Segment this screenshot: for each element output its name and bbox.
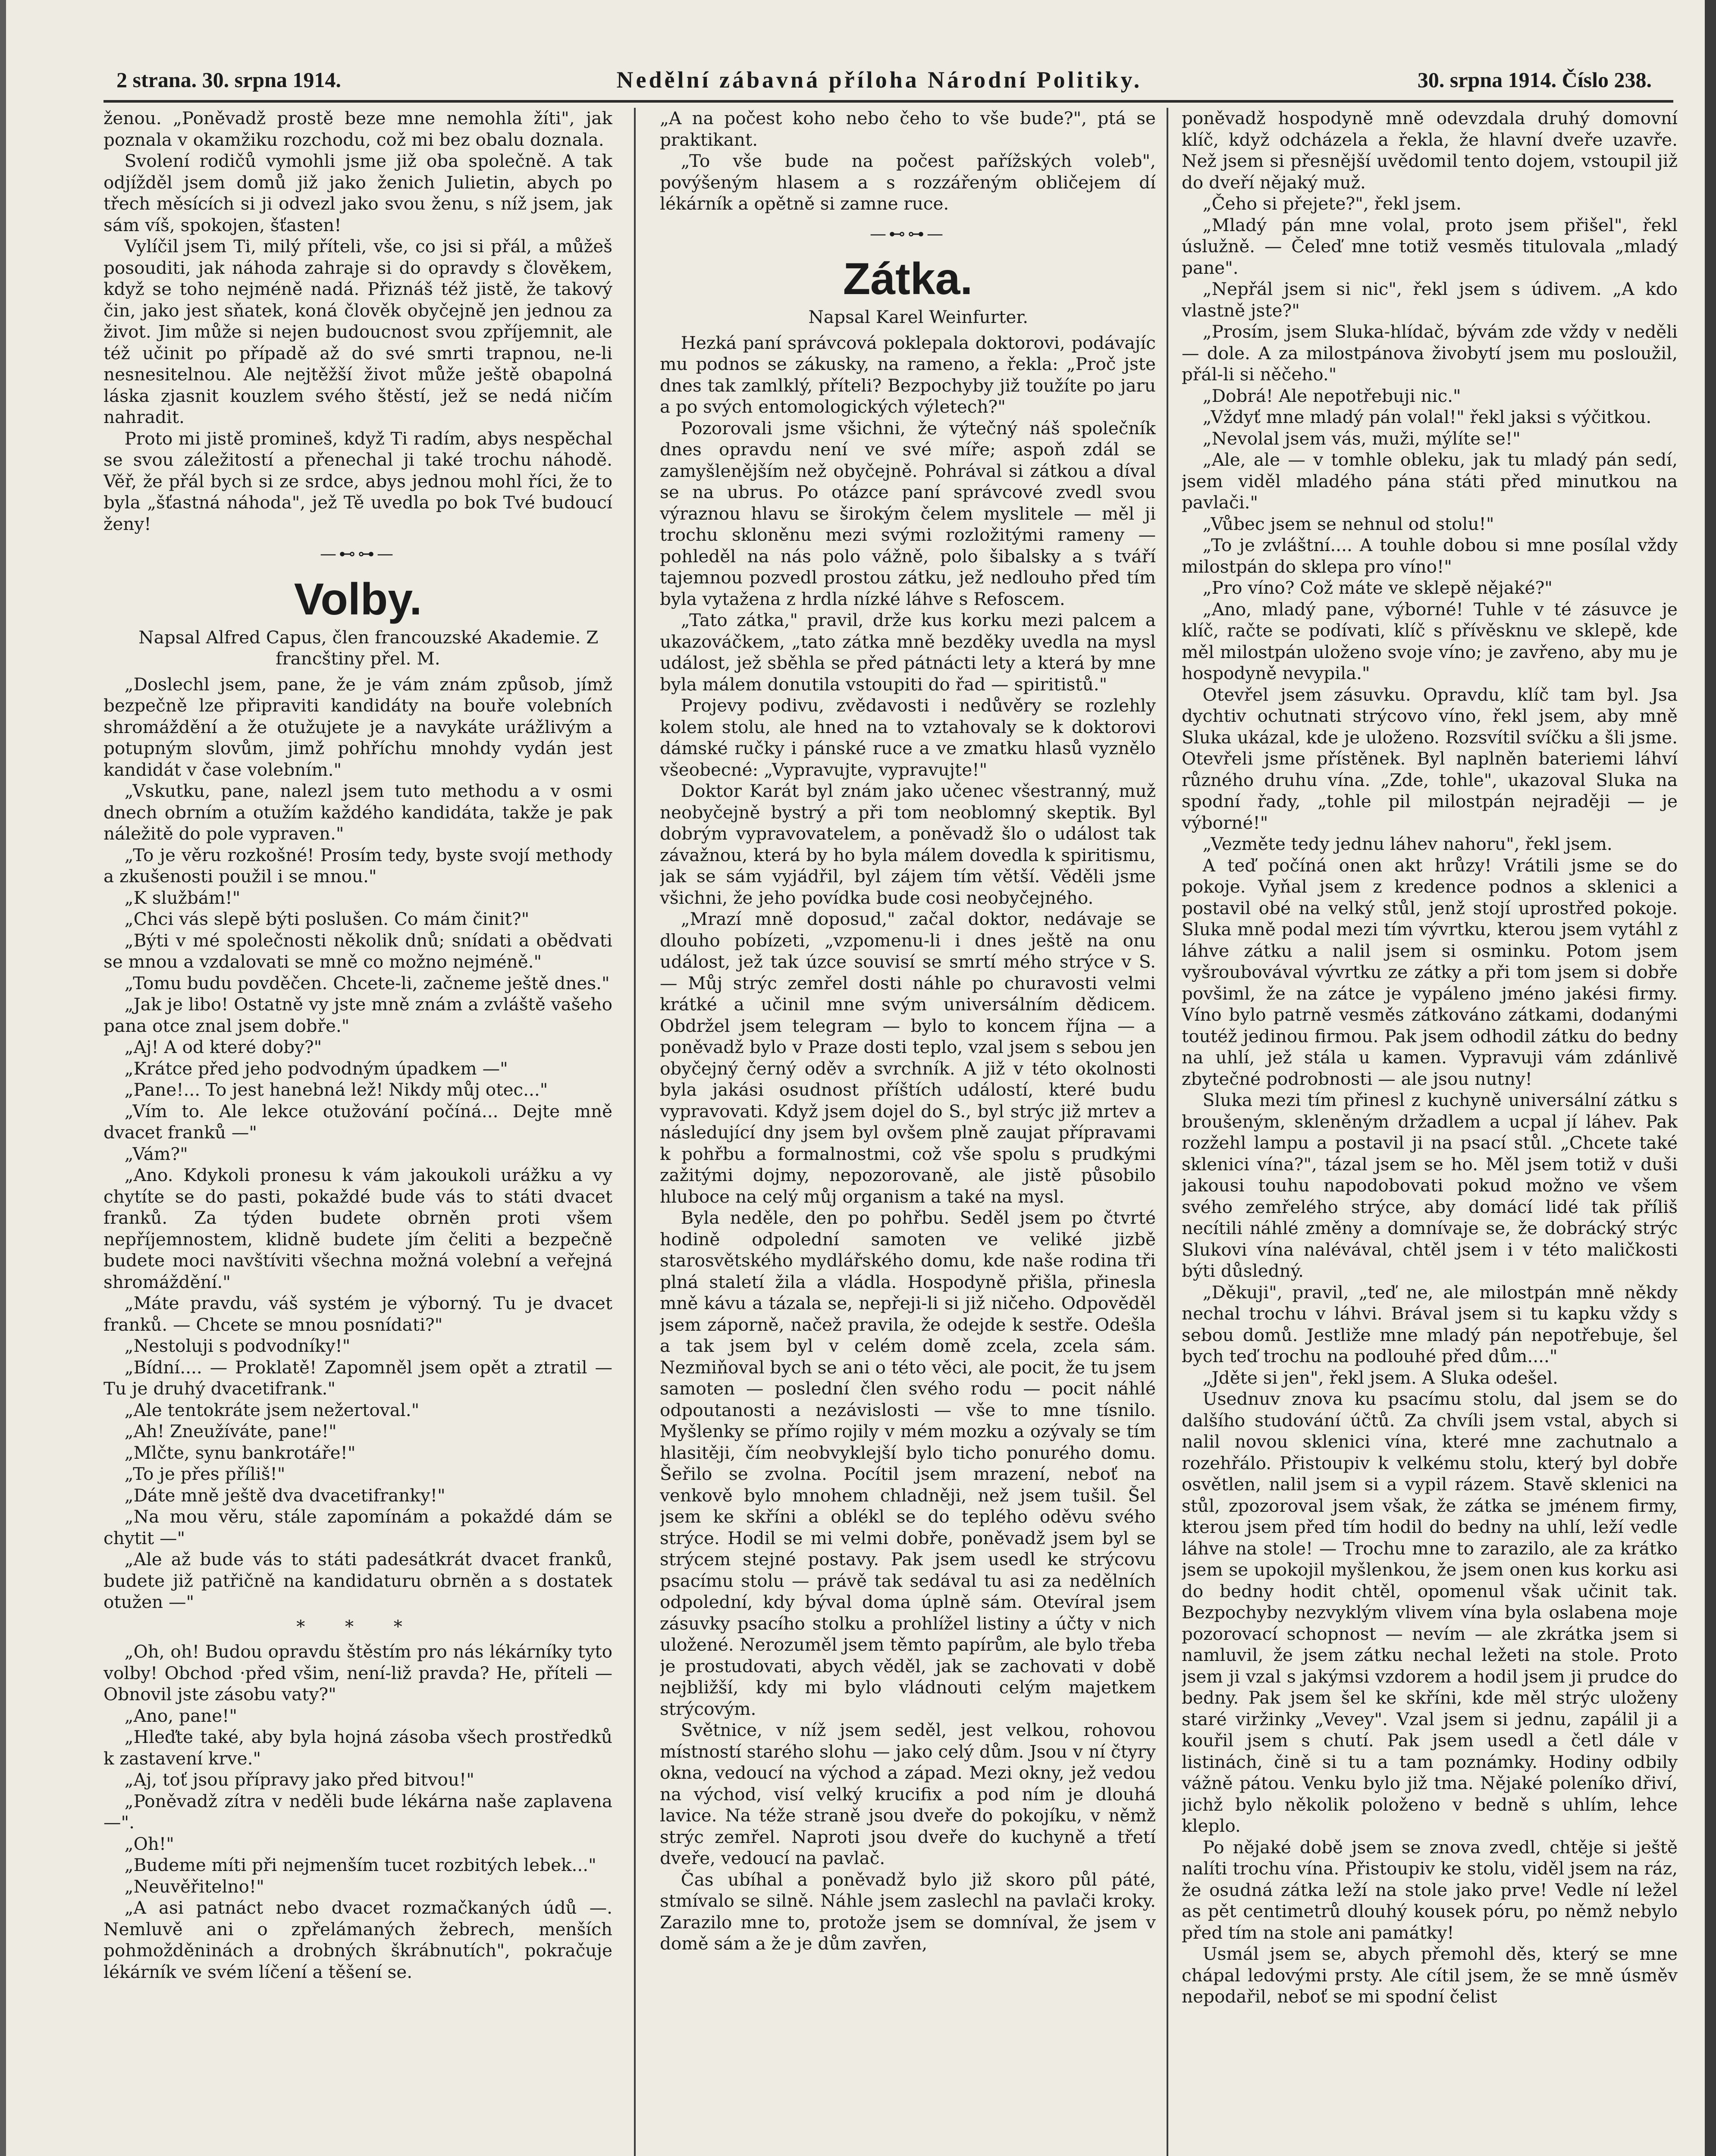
paragraph: „Děkuji", pravil, „teď ne, ale milostpán mně někdy nechal trochu v láhvi. Brával jsem si tu kapku vždy s sebou domů. Jestliže mne mladý pán nepotřebuje, šel bych teď trochu na podlouhé před dům....": [1182, 1282, 1678, 1366]
dialogue-line: „Tomu budu povděčen. Chcete-li, začneme ještě dnes.": [124, 972, 610, 993]
dialogue-line: „Ale tentokráte jsem nežertoval.": [124, 1399, 420, 1420]
paragraph: Projevy podivu, zvědavosti i nedůvěry se rozlehly kolem stolu, ale hned na to vztahovaly se k doktorovi dámské ručky i pánské ruce a ve zmatku hlasů vyznělo všeobecné: „Vypravujte, vypravujte!": [660, 695, 1156, 780]
header-title: Nedělní zábavná příloha Národní Politiky.: [616, 67, 1142, 93]
paragraph: Hezká paní správcová poklepala doktorovi, podávajíc mu podnos se zákusky, na rameno, a řekla: „Proč jste dnes tak zamlklý, příteli? Bezpochyby již toužíte po jaru a po svých entomologických výletech?": [660, 332, 1156, 417]
dialogue-line: „Ano. Kdykoli pronesu k vám jakoukoli urážku a vy chytíte se do pasti, pokaždé bude vás to státi dvacet franků. Za týden budete obrněn proti všem nepříjemnostem, klidně budete jím čeliti a bezpečně budete moci navštíviti všechna možná volební a veřejná shromáždění.": [104, 1165, 612, 1292]
header-date-right: 30. srpna 1914. Číslo 238.: [1417, 68, 1652, 92]
paragraph: Usednuv znova ku psacímu stolu, dal jsem se do dalšího studování účtů. Za chvíli jsem vstal, abych si nalil novou sklenici vína, které mne zachutnalo a rozehřálo. Přistoupiv k velkému stolu, který byl dobře osvětlen, nalil jsem si a vypil rázem. Stavě sklenici na stůl, zpozoroval jsem však, že zátka se jménem firmy, kterou jsem před tím hodil do bedny na uhlí, leží vedle láhve na stole! — Trochu mne to zarazilo, ale za krátko jsem se upokojil myšlenkou, že jsem onen kus korku asi do bedny hodit chtěl, opomenul však učinit tak. Bezpochyby nezvyklým vlivem vína byla oslabena moje pozorovací schopnost — nevím — ale zkrátka jsem si namluvil, že jsem zátku nechal ležeti na stole. Proto jsem ji vzal s jakýmsi vzdorem a hodil jsem ji prudce do bedny. Pak jsem šel ke skříni, kde měl strýc uloženy staré viržinky „Vevey". Vzal jsem si jednu, zapálil ji a kouřil jsem s chutí. Pak jsem usedl a četl dále v listinách, čině si tu a tam poznámky. Hodiny odbily vážně pátou. Venku bylo již tma. Nějaké poleníko dřiví, jichž bylo několik položeno v bedně s uhlím, lehce kleplo.: [1182, 1388, 1678, 1836]
paragraph: ženou. „Poněvadž prostě beze mne nemohla žíti", jak poznala v okamžiku rozchodu, což mi bez obalu doznala.: [104, 108, 612, 150]
dialogue-line: „Bídní.... — Proklatě! Zapomněl jsem opět a ztratil — Tu je druhý dvacetifrank.": [104, 1357, 612, 1399]
paragraph: Usmál jsem se, abych přemohl děs, který se mne chápal ledovými prsty. Ale cítil jsem, že se mně úsměv nepodařil, neboť se mi spodní čelist: [1182, 1943, 1678, 2007]
byline: Napsal Karel Weinfurter.: [808, 307, 1029, 327]
dialogue-line: „Vám?": [124, 1143, 188, 1164]
paragraph: Vylíčil jsem Ti, milý příteli, vše, co jsi si přál, a můžeš posouditi, jak náhoda zahraje si do opravdy s člověkem, když se toho nejméně nadá. Přiznáš též jistě, že takový čin, jako jest sňatek, koná člověk obyčejně jen jednou za život. Jim může si nejen budoucnost svou zpříjemnit, ale též učinit po případě až do své smrti trapnou, ne-li nesnesitelnou. Ale nejtěžší život může ještě obapolná láska zjasnit kouzlem svého štěstí, jež se nedá ničím nahradit.: [104, 236, 612, 427]
paragraph: Svolení rodičů vymohli jsme již oba společně. A tak odjížděl jsem domů již jako ženich Julietin, abych po třech měsících si ji odvezl jako svou ženu, s níž jsem, jak sám víš, spokojen, šťasten!: [104, 150, 612, 235]
column-3: [1182, 108, 1678, 2156]
dialogue-line: „Ano, pane!": [124, 1705, 238, 1726]
paragraph: Byla neděle, den po pohřbu. Seděl jsem po čtvrté hodině odpolední samoten ve veliké jizbě starosvětského mydlářského domu, kde naše rodina tři plná staletí žila a vládla. Hospodyně přišla, přinesla mně kávu a tázala se, nepřeji-li si již ničeho. Odpověděl jsem záporně, načež pravila, že odejde k sestře. Odešla a tak jsem byl v celém domě zcela, zcela sám. Nezmiňoval bych se ani o této věci, ale pocit, že tu jsem samoten — poslední člen svého rodu — pocit náhlé odpoutanosti a nezávislosti — vše to mne tísnilo. Myšlenky se přímo rojily v mém mozku a ozývaly se tím hlasitěji, čím neobvyklejší bylo ticho ponurého domu. Šeřilo se zvolna. Pocítil jsem mrazení, neboť na venkově bylo mnohem chladněji, než jsem tušil. Šel jsem ke skříni a oblékl se do teplého oděvu svého strýce. Hodil se mi velmi dobře, poněvadž jsem byl se strýcem stejné postavy. Pak jsem usedl ke strýcovu psacímu stolu — právě tak sedával tu asi za nedělních odpolední, kdy býval doma úplně sám. Otevíral jsem zásuvky psacího stolku a prohlížel listiny a účty v nich uložené. Nerozuměl jsem těmto papírům, ale bylo třeba je prostudovati, abych věděl, jak se zachovati v době nejbližší, kdy mi bylo vládnouti celým majetkem strýcovým.: [660, 1207, 1156, 1719]
paragraph: Doktor Karát byl znám jako učenec všestranný, muž neobyčejně bystrý a při tom neoblomný skeptik. Byl dobrým vypravovatelem, a poněvadž šlo o událost tak závažnou, která by ho byla málem dovedla k spiritismu, jak se sám vyjádřil, byl zájem tím větší. Věděli jsme všichni, že jeho povídka bude cosi neobyčejného.: [660, 780, 1156, 908]
dialogue-line: „Chci vás slepě býti poslušen. Co mám činit?": [124, 909, 530, 929]
paragraph: „To je zvláštní.... A touhle dobou si mne posílal vždy milostpán do sklepa pro víno!": [1182, 535, 1678, 577]
paragraph: Světnice, v níž jsem seděl, jest velkou, rohovou místností starého slohu — jako celý dům. Jsou v ní čtyry okna, vedoucí na východ a západ. Mezi okny, jež vedou na východ, visí velký krucifix a pod ním je dlouhá lavice. Na téže straně jsou dveře do pokojíku, v němž strýc zemřel. Naproti jsou dveře do kuchyně a třetí dveře, vedoucí na pavlač.: [660, 1720, 1156, 1868]
paragraph: „Mladý pán mne volal, proto jsem přišel", řekl úslužně. — Čeleď mne totiž vesměs titulovala „mladý pane".: [1182, 214, 1678, 278]
paragraph: „Čeho si přejete?", řekl jsem.: [1202, 193, 1462, 214]
paragraph: „Prosím, jsem Sluka-hlídač, bývám zde vždy v neděli — dole. A za milostpánova živobytí jsem mu posloužil, přál-li si něčeho.": [1182, 321, 1678, 385]
dialogue-line: „Mlčte, synu bankrotáře!": [124, 1442, 356, 1463]
paragraph: „Jděte si jen", řekl jsem. A Sluka odešel.: [1202, 1367, 1558, 1388]
paragraph: „Vždyť mne mladý pán volal!" řekl jaksi s výčitkou.: [1202, 407, 1652, 427]
paragraph: poněvadž hospodyně mně odevzdala druhý domovní klíč, když odcházela a řekla, že hlavní dveře uzavře. Než jsem si přesnější uvědomil tento dojem, vstoupil již do dveří nějaký muž.: [1182, 108, 1678, 193]
article-title-volby: Volby.: [294, 574, 422, 624]
paragraph: „Nevolal jsem vás, muži, mýlíte se!": [1202, 428, 1521, 449]
paragraph: „A na počest koho nebo čeho to vše bude?", ptá se praktikant.: [660, 108, 1156, 150]
paragraph: A teď počíná onen akt hrůzy! Vrátili jsme se do pokoje. Vyňal jsem z kredence podnos a sklenici a postavil obé na velký stůl, jenž stojí uprostřed pokoje. Sluka mně podal mezi tím vývrtku, kterou jsem vytáhl z láhve zátku a nalil jsem si osminku. Potom jsem vyšroubovával vývrtku ze zátky a při tom jsem si dobře povšiml, že na zátce je vypáleno jméno jakési firmy. Víno bylo patrně vesměs zátkováno zátkami, dodanými toutéž jedinou firmou. Pak jsem odhodil zátku do bedny na uhlí, jež stála u kamen. Vypravuji vám zdánlivě zbytečné podrobnosti — ale jsou nutny!: [1182, 855, 1678, 1089]
paragraph: Čas ubíhal a poněvadž bylo již skoro půl páté, stmívalo se silně. Náhle jsem zaslechl na pavlači kroky. Zarazilo mne to, protože jsem se domníval, že jsem v domě sám a že je dům zavřen,: [660, 1869, 1156, 1954]
header-date-left: 2 strana. 30. srpna 1914.: [116, 68, 341, 92]
column-1: [104, 108, 612, 2156]
dialogue-line: „Krátce před jeho podvodným úpadkem —": [124, 1058, 508, 1079]
paragraph: Pozorovali jsme všichni, že výtečný náš společník dnes opravdu není ve své míře; aspoň zdál se zamyšlenějším než obyčejně. Pohrával si zátkou a díval se na ubrus. Po otázce paní správcové zvedl svou výraznou hlavu se širokým čelem myslitele — měl ji trochu skloněnu mezi svými rozložitými rameny — pohleděl na nás polo vážně, polo šibalsky a s tváří tajemnou pozvedl prostou zátku, jež nedlouho před tím byla vytažena z hrdla nízké láhve s Refoscem.: [660, 417, 1156, 609]
paragraph: „To vše bude na počest pařížských voleb", povýšeným hlasem a s rozzářeným obličejem dí lékárník a opětně si zamne ruce.: [660, 150, 1156, 214]
dialogue-line: „A asi patnáct nebo dvacet rozmačkaných údů —. Nemluvě ani o zpřelámaných žebrech, menších pohmožděninách a drobných škrábnutích", pokračuje lékárník ve svém líčení a těšení se.: [104, 1897, 612, 1982]
column-rule: [1167, 108, 1168, 2156]
ornament-divider: —⊷⊶—: [870, 224, 946, 243]
paragraph: „Vůbec jsem se nehnul od stolu!": [1202, 513, 1494, 534]
dialogue-line: „Oh, oh! Budou opravdu štěstím pro nás lékárníky tyto volby! Obchod ·před všim, není-liž pravda? He, příteli — Obnovil jste zásobu vaty?": [104, 1641, 612, 1705]
paragraph: „Ano, mladý pane, výborné! Tuhle v té zásuvce je klíč, račte se podívati, klíč s přívěsknu ve sklepě, kde měl milostpán uloženo svoje víno; je zavřeno, aby mu je hospodyně nevypila.": [1182, 599, 1678, 683]
page-scan-edge-right: [1705, 0, 1716, 2156]
dialogue-line: „Nestoluji s podvodníky!": [124, 1335, 351, 1356]
column-2: [660, 108, 1156, 2156]
dialogue-line: „Aj, toť jsou přípravy jako před bitvou!": [124, 1769, 474, 1790]
section-stars: * * *: [296, 1617, 420, 1637]
paragraph: „Dobrá! Ale nepotřebuji nic.": [1202, 385, 1461, 406]
dialogue-line: „Jak je libo! Ostatně vy jste mně znám a zvláště vašeho pana otce znal jsem dobře.": [104, 994, 612, 1036]
dialogue-line: „Na mou věru, stále zapomínám a pokaždé dám se chytit —": [104, 1506, 612, 1548]
dialogue-line: „Budeme míti při nejmenším tucet rozbitých lebek...": [124, 1855, 596, 1875]
dialogue-line: „Vskutku, pane, nalezl jsem tuto methodu a v osmi dnech obrním a otužím každého kandidáta, takže je pak náležitě do pole vypraven.": [104, 780, 612, 844]
dialogue-line: „Dáte mně ještě dva dvacetifranky!": [124, 1485, 445, 1506]
page-scan-edge-left: [0, 0, 6, 2156]
dialogue-line: „Pane!... To jest hanebná lež! Nikdy můj otec...": [124, 1079, 548, 1100]
dialogue-line: „Aj! A od které doby?": [124, 1037, 322, 1057]
dialogue-line: „Poněvadž zítra v neděli bude lékárna naše zaplavena —".: [104, 1790, 612, 1833]
paragraph: „Pro víno? Což máte ve sklepě nějaké?": [1202, 577, 1553, 598]
paragraph: „Vezměte tedy jednu láhev nahoru", řekl jsem.: [1202, 834, 1612, 854]
dialogue-line: „Býti v mé společnosti několik dnů; snídati a obědvati se mnou a vzdalovati se mně co možno nejméně.": [104, 930, 612, 972]
paragraph: Otevřel jsem zásuvku. Opravdu, klíč tam byl. Jsa dychtiv ochutnati strýcovo víno, řekl jsem, aby mně Sluka ukázal, kde je uloženo. Rozsvítil svíčku a šli jsme. Otevřeli jsme přístěnek. Byl naplněn bateriemi láhví různého druhu vína. „Zde, tohle", ukazoval Sluka na spodní řady, „tohle pil milostpán nejraději — je výborné!": [1182, 684, 1678, 833]
dialogue-line: „Ah! Zneužíváte, pane!": [124, 1421, 337, 1442]
paragraph: „Mrazí mně doposud," začal doktor, nedávaje se dlouho pobízeti, „vzpomenu-li i dnes ještě na onu událost, jež tak úzce souvisí se smrtí mého strýce v S. — Můj strýc zemřel dosti náhle po churavosti velmi krátké a učinil mne svým universálním dědicem. Obdržel jsem telegram — bylo to koncem října — a poněvadž bylo v Praze dosti teplo, vzal jsem s sebou jen obyčejný černý oděv a svrchník. A již v této okolnosti byla jakási osudnost příštích událostí, které budu vypravovati. Když jsem dojel do S., byl strýc již mrtev a následující dny jsem byl ovšem plně zaujat přípravami k pohřbu a formalnostmi, což vše spolu s prudkými zažitými dojmy, nepozorovaně, ale jistě působilo hluboce na celý můj organism a také na mysl.: [660, 909, 1156, 1207]
dialogue-line: „Ale až bude vás to státi padesátkrát dvacet franků, budete již patřičně na kandidaturu obrněn a s dostatek otužen —": [104, 1549, 612, 1612]
header-rule: [104, 100, 1673, 103]
dialogue-line: „K službám!": [124, 887, 241, 908]
paragraph: „Tato zátka," pravil, drže kus korku mezi palcem a ukazováčkem, „tato zátka mně bezděky uvedla na mysl událost, jež sběhla se před pátnácti lety a která by mne byla málem donutila vstoupiti do řad — spiritistů.": [660, 610, 1156, 695]
dialogue-line: „Hleďte také, aby byla hojná zásoba všech prostředků k zastavení krve.": [104, 1727, 612, 1769]
byline: Napsal Alfred Capus, člen francouzské Akademie. Z francštiny přel. M.: [138, 627, 599, 669]
dialogue-line: „To je přes příliš!": [124, 1463, 285, 1484]
dialogue-line: „Vím to. Ale lekce otužování počíná... Dejte mně dvacet franků —": [104, 1100, 612, 1143]
dialogue-line: „Oh!": [124, 1833, 174, 1854]
article-title-zatka: Zátka.: [843, 254, 973, 304]
dialogue-line: „Máte pravdu, váš systém je výborný. Tu je dvacet franků. — Chcete se mnou posnídati?": [104, 1293, 612, 1335]
paragraph: „Nepřál jsem si nic", řekl jsem s údivem. „A kdo vlastně jste?": [1182, 279, 1678, 321]
dialogue-line: „To je věru rozkošné! Prosím tedy, byste svojí methody a zkušenosti použil i se mnou.": [104, 844, 612, 887]
paragraph: Po nějaké době jsem se znova zvedl, chtěje si ještě nalíti trochu vína. Přistoupiv ke stolu, viděl jsem na ráz, že osudná zátka leží na stole jako prve! Vedle ní ležel as pět centimetrů dlouhý kousek póru, po němž nebylo před tím na stole ani památky!: [1182, 1836, 1678, 1943]
column-rule: [634, 108, 636, 2156]
paragraph: Proto mi jistě promineš, když Ti radím, abys nespěchal se svou záležitostí a přenechal ji také trochu náhodě. Věř, že přál bych si ze srdce, abys jednou mohl říci, že to byla „šťastná náhoda", jež Tě uvedla po bok Tvé budoucí ženy!: [104, 428, 612, 534]
paragraph: Sluka mezi tím přinesl z kuchyně universální zátku s broušeným, skleněným držadlem a ucpal jí láhev. Pak rozžehl lampu a postavil ji na psací stůl. „Chcete také sklenici vína?", tázal jsem se ho. Měl jsem totiž v duši jakousi touhu napodobovati pokud možno ve všem svého zemřelého strýce, aby domácí lidé tak příliš necítili náhlé změny a domnívaje se, že dobrácký strýc Slukovi vína nalévával, chtěl jsem i v této maličkosti býti důsledný.: [1182, 1090, 1678, 1281]
ornament-divider: —⊷⊶—: [320, 544, 396, 563]
page-header: [116, 60, 1652, 99]
dialogue-line: „Doslechl jsem, pane, že je vám znám způsob, jímž bezpečně lze připraviti kandidáty na bouře volebních shromáždění a že otužujete je a navykáte urážlivým a potupným slovům, jimž pohříchu mnohdy vydán jest kandidát v čase volebním.": [104, 674, 612, 780]
dialogue-line: „Neuvěřitelno!": [124, 1876, 264, 1897]
paragraph: „Ale, ale — v tomhle obleku, jak tu mladý pán sedí, jsem viděl mladého pána státi před minutkou na pavlači.": [1182, 449, 1678, 513]
